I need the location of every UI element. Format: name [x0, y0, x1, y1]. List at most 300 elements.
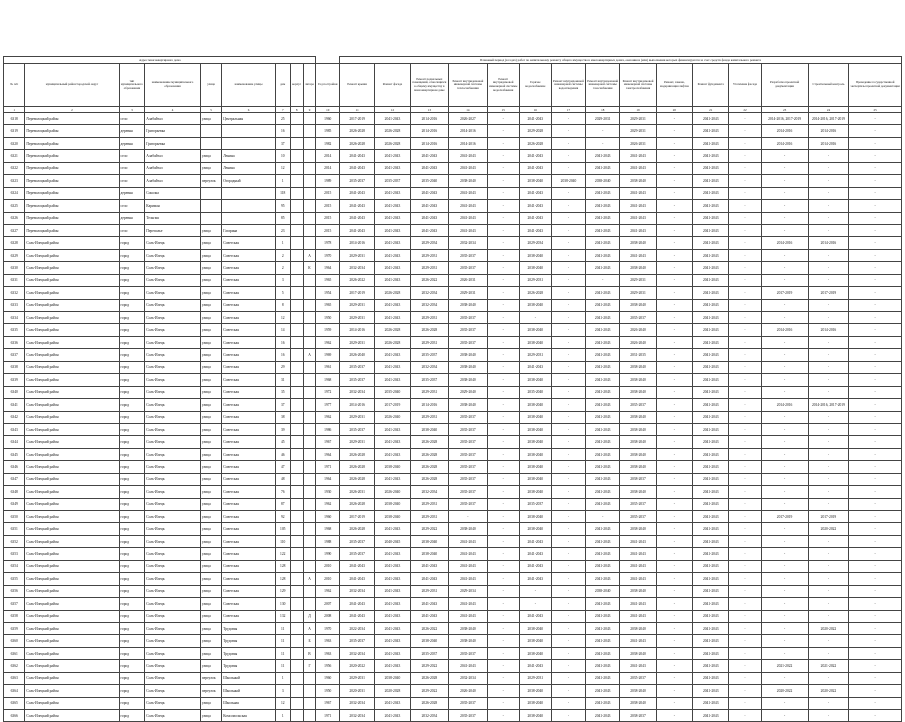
- table-cell: -: [808, 361, 849, 373]
- table-cell: 6350: [4, 511, 25, 523]
- table-row: [4, 162, 902, 174]
- table-cell: 2041-2043: [693, 162, 729, 174]
- table-row: [4, 610, 902, 622]
- table-cell: -: [729, 598, 761, 610]
- column-header: Ремонт внутридомовой инженерной системы газоснабжения: [586, 64, 620, 107]
- table-cell: Соль-Илецкий район: [25, 336, 119, 348]
- table-cell: 1950: [316, 312, 340, 324]
- table-cell: Соль-Илецк: [145, 585, 201, 597]
- table-cell: -: [761, 162, 808, 174]
- table-cell: 2038-2040: [519, 647, 551, 659]
- table-cell: 2035-2037: [340, 548, 375, 560]
- table-cell: 2029-2031: [410, 262, 449, 274]
- table-cell: город: [119, 423, 145, 435]
- table-cell: -: [656, 336, 692, 348]
- table-cell: Соль-Илецкий район: [25, 635, 119, 647]
- table-cell: город: [119, 461, 145, 473]
- table-cell: 2035-2037: [449, 249, 488, 261]
- table-cell: город: [119, 511, 145, 523]
- table-cell: улица: [200, 224, 221, 236]
- table-cell: город: [119, 697, 145, 709]
- table-row: [4, 585, 902, 597]
- table-row: [4, 647, 902, 659]
- table-cell: -: [656, 423, 692, 435]
- table-cell: Соль-Илецкий район: [25, 423, 119, 435]
- table-cell: -: [849, 573, 902, 585]
- table-cell: 2041-2043: [519, 224, 551, 236]
- table-cell: 2029-2022: [410, 660, 449, 672]
- table-cell: Советская: [222, 386, 276, 398]
- table-cell: 2041-2043: [693, 374, 729, 386]
- table-cell: -: [808, 224, 849, 236]
- table-cell: 2014-2016: [761, 237, 808, 249]
- table-cell: 1962: [316, 411, 340, 423]
- table-cell: 2: [275, 249, 290, 261]
- table-cell: Переволоцкий район: [25, 113, 119, 125]
- table-cell: 2038-2040: [519, 399, 551, 411]
- table-cell: Соль-Илецкий район: [25, 361, 119, 373]
- table-cell: Советская: [222, 610, 276, 622]
- table-cell: 2041-2043: [586, 200, 620, 212]
- table-cell: улица: [200, 162, 221, 174]
- column-header-row: [4, 64, 902, 107]
- column-number: 3: [119, 107, 145, 113]
- table-cell: [290, 237, 303, 249]
- table-cell: 1960: [316, 113, 340, 125]
- table-cell: -: [656, 548, 692, 560]
- table-cell: город: [119, 535, 145, 547]
- table-cell: [303, 697, 316, 709]
- table-cell: 2020-2022: [340, 660, 375, 672]
- table-cell: улица: [200, 324, 221, 336]
- table-cell: Советская: [222, 473, 276, 485]
- table-cell: Советская: [222, 511, 276, 523]
- table-cell: -: [656, 274, 692, 286]
- table-cell: -: [729, 175, 761, 187]
- table-cell: 2014-2016: [410, 125, 449, 137]
- register-table-container: [3, 56, 902, 722]
- table-cell: [303, 423, 316, 435]
- table-cell: 2029-2031: [620, 113, 656, 125]
- table-cell: [303, 287, 316, 299]
- table-cell: -: [656, 150, 692, 162]
- table-cell: 2041-2043: [340, 573, 375, 585]
- table-cell: [303, 523, 316, 535]
- table-cell: 95: [275, 200, 290, 212]
- table-cell: Советская: [222, 548, 276, 560]
- table-cell: 2038-2040: [620, 436, 656, 448]
- table-cell: 2038-2040: [410, 548, 449, 560]
- table-cell: -: [551, 386, 585, 398]
- table-cell: 1962: [316, 336, 340, 348]
- table-cell: -: [487, 473, 519, 485]
- table-cell: 2038-2040: [620, 585, 656, 597]
- table-cell: Алабайтал: [145, 113, 201, 125]
- table-cell: Советская: [222, 399, 276, 411]
- table-cell: Соль-Илецкий район: [25, 349, 119, 361]
- table-cell: Соль-Илецкий район: [25, 548, 119, 560]
- table-cell: 2041-2043: [519, 610, 551, 622]
- table-cell: Переволоцкий район: [25, 224, 119, 236]
- table-cell: -: [656, 647, 692, 659]
- table-cell: 2029-2031: [340, 411, 375, 423]
- table-cell: -: [849, 647, 902, 659]
- table-cell: Переволоцкий район: [25, 187, 119, 199]
- table-cell: [290, 436, 303, 448]
- table-cell: -: [487, 200, 519, 212]
- table-cell: 2038-2040: [519, 423, 551, 435]
- table-cell: 2041-2043: [410, 573, 449, 585]
- table-cell: 3: [275, 274, 290, 286]
- table-cell: 2026-2028: [410, 461, 449, 473]
- table-cell: Соль-Илецк: [145, 411, 201, 423]
- table-cell: 1972: [316, 386, 340, 398]
- table-cell: -: [656, 598, 692, 610]
- table-row: [4, 175, 902, 187]
- table-cell: 2029-2031: [519, 349, 551, 361]
- table-cell: 2041-2043: [375, 523, 410, 535]
- table-cell: [303, 486, 316, 498]
- table-cell: 2041-2043: [693, 523, 729, 535]
- table-cell: 2029-2031: [410, 336, 449, 348]
- table-cell: улица: [200, 473, 221, 485]
- table-cell: -: [551, 224, 585, 236]
- table-cell: 2031-2035: [620, 349, 656, 361]
- table-cell: 2041-2043: [586, 224, 620, 236]
- table-row: [4, 349, 902, 361]
- table-cell: 2041-2043: [586, 262, 620, 274]
- table-row: [4, 511, 902, 523]
- table-cell: -: [808, 299, 849, 311]
- table-cell: -: [761, 312, 808, 324]
- table-cell: 2041-2043: [693, 622, 729, 634]
- table-cell: 2041-2043: [693, 498, 729, 510]
- table-cell: -: [487, 374, 519, 386]
- table-cell: -: [849, 200, 902, 212]
- table-cell: -: [808, 436, 849, 448]
- table-cell: 2041-2043: [693, 436, 729, 448]
- table-cell: 2029-2031: [340, 672, 375, 684]
- table-cell: 6353: [4, 548, 25, 560]
- table-cell: 12: [275, 697, 290, 709]
- table-cell: 2038-2040: [449, 635, 488, 647]
- table-cell: 2026-2031: [620, 137, 656, 149]
- table-cell: 2041-2043: [410, 598, 449, 610]
- table-cell: -: [656, 535, 692, 547]
- table-cell: -: [656, 224, 692, 236]
- table-cell: -: [656, 610, 692, 622]
- table-cell: 2041-2043: [375, 448, 410, 460]
- table-cell: 6318: [4, 113, 25, 125]
- table-cell: 2041-2043: [519, 361, 551, 373]
- table-cell: деревня: [119, 187, 145, 199]
- table-row: [4, 523, 902, 535]
- table-cell: 1971: [316, 461, 340, 473]
- table-cell: Соль-Илецкий район: [25, 448, 119, 460]
- table-cell: -: [761, 262, 808, 274]
- table-cell: -: [487, 187, 519, 199]
- table-cell: Соль-Илецк: [145, 573, 201, 585]
- table-cell: 6366: [4, 710, 25, 722]
- table-cell: -: [849, 461, 902, 473]
- table-cell: 2041-2043: [586, 399, 620, 411]
- table-cell: [290, 573, 303, 585]
- table-cell: Трудовая: [222, 647, 276, 659]
- table-cell: -: [551, 125, 585, 137]
- table-cell: -: [849, 137, 902, 149]
- table-cell: -: [808, 336, 849, 348]
- table-cell: -: [761, 598, 808, 610]
- table-row: [4, 399, 902, 411]
- table-row: [4, 249, 902, 261]
- table-cell: город: [119, 448, 145, 460]
- table-cell: 11: [275, 635, 290, 647]
- table-cell: [290, 423, 303, 435]
- table-cell: Соколка: [145, 187, 201, 199]
- table-row: [4, 274, 902, 286]
- table-cell: 2041-2043: [375, 349, 410, 361]
- table-cell: 2041-2043: [519, 162, 551, 174]
- table-cell: -: [729, 423, 761, 435]
- table-cell: 11: [275, 647, 290, 659]
- table-row: [4, 535, 902, 547]
- column-number: 18: [586, 107, 620, 113]
- table-cell: -: [761, 274, 808, 286]
- table-cell: -: [849, 685, 902, 697]
- table-cell: 2026-2028: [340, 448, 375, 460]
- table-cell: -: [656, 299, 692, 311]
- table-cell: 2041-2043: [693, 685, 729, 697]
- table-cell: [303, 324, 316, 336]
- column-number: 23: [761, 107, 808, 113]
- table-cell: -: [656, 137, 692, 149]
- table-cell: -: [487, 585, 519, 597]
- table-cell: 2038-2040: [449, 361, 488, 373]
- table-cell: 1968: [316, 523, 340, 535]
- table-cell: улица: [200, 336, 221, 348]
- table-cell: улица: [200, 622, 221, 634]
- table-cell: Соль-Илецк: [145, 672, 201, 684]
- table-cell: [290, 336, 303, 348]
- table-cell: -: [761, 448, 808, 460]
- table-cell: 2041-2043: [586, 498, 620, 510]
- table-cell: 2041-2043: [620, 535, 656, 547]
- table-cell: -: [761, 635, 808, 647]
- table-cell: 122: [275, 548, 290, 560]
- table-cell: 1965: [316, 274, 340, 286]
- table-cell: -: [729, 548, 761, 560]
- column-header: дом: [275, 64, 290, 107]
- table-cell: -: [729, 162, 761, 174]
- table-cell: 2041-2043: [586, 710, 620, 722]
- table-cell: 2041-2043: [586, 423, 620, 435]
- table-cell: 2035-2037: [449, 448, 488, 460]
- table-cell: 11: [275, 622, 290, 634]
- table-cell: -: [487, 262, 519, 274]
- table-cell: -: [487, 224, 519, 236]
- table-cell: 2041-2043: [693, 448, 729, 460]
- table-cell: -: [849, 423, 902, 435]
- table-cell: -: [849, 498, 902, 510]
- table-cell: деревня: [119, 125, 145, 137]
- table-cell: Соль-Илецкий район: [25, 249, 119, 261]
- table-cell: 16: [275, 349, 290, 361]
- table-cell: Соль-Илецк: [145, 697, 201, 709]
- table-cell: -: [729, 212, 761, 224]
- table-cell: 2038-2040: [620, 622, 656, 634]
- table-cell: 37: [275, 137, 290, 149]
- table-cell: Соль-Илецкий район: [25, 672, 119, 684]
- table-cell: -: [656, 622, 692, 634]
- table-cell: Г: [303, 660, 316, 672]
- table-cell: -: [487, 162, 519, 174]
- table-cell: Соль-Илецк: [145, 647, 201, 659]
- table-cell: 2026-2040: [620, 336, 656, 348]
- table-cell: 2038-2040: [620, 374, 656, 386]
- table-cell: Трудовая: [222, 660, 276, 672]
- table-cell: [303, 150, 316, 162]
- table-cell: улица: [200, 349, 221, 361]
- table-cell: 2041-2043: [693, 274, 729, 286]
- table-cell: К: [303, 262, 316, 274]
- table-cell: 2035-2037: [449, 486, 488, 498]
- table-cell: Советская: [222, 262, 276, 274]
- table-cell: 2041-2043: [375, 598, 410, 610]
- table-cell: -: [656, 498, 692, 510]
- table-cell: -: [761, 336, 808, 348]
- column-number: 12: [375, 107, 410, 113]
- table-cell: 2032-2034: [449, 237, 488, 249]
- table-cell: Советская: [222, 560, 276, 572]
- table-cell: 1989: [316, 175, 340, 187]
- table-cell: Соль-Илецкий район: [25, 436, 119, 448]
- table-cell: 2035-2037: [340, 175, 375, 187]
- table-cell: 2032-2034: [340, 647, 375, 659]
- table-cell: 2026-2028: [375, 336, 410, 348]
- table-cell: 6344: [4, 436, 25, 448]
- table-cell: 2017-2019: [375, 399, 410, 411]
- table-cell: -: [761, 386, 808, 398]
- table-cell: 2014-2016: [808, 137, 849, 149]
- table-cell: 6337: [4, 349, 25, 361]
- table-cell: -: [487, 150, 519, 162]
- table-cell: улица: [200, 498, 221, 510]
- table-cell: Соль-Илецк: [145, 299, 201, 311]
- table-cell: 2041-2043: [586, 523, 620, 535]
- table-cell: 38: [275, 411, 290, 423]
- table-cell: 2038-2040: [519, 336, 551, 348]
- table-cell: 39: [275, 423, 290, 435]
- table-cell: -: [761, 498, 808, 510]
- table-cell: 1990: [316, 548, 340, 560]
- table-cell: -: [656, 685, 692, 697]
- table-cell: 2041-2043: [340, 598, 375, 610]
- table-cell: -: [551, 411, 585, 423]
- table-cell: Соль-Илецк: [145, 361, 201, 373]
- table-cell: улица: [200, 635, 221, 647]
- table-cell: -: [487, 610, 519, 622]
- table-cell: -: [551, 287, 585, 299]
- table-cell: -: [849, 113, 902, 125]
- column-header: Ремонт фасада: [375, 64, 410, 107]
- table-body: [4, 113, 902, 722]
- table-cell: город: [119, 523, 145, 535]
- table-cell: Соль-Илецк: [145, 498, 201, 510]
- table-cell: 2026-2028: [410, 473, 449, 485]
- table-cell: -: [849, 162, 902, 174]
- table-cell: 2032-2034: [449, 672, 488, 684]
- table-row: [4, 361, 902, 373]
- table-cell: Д: [303, 610, 316, 622]
- table-cell: -: [849, 486, 902, 498]
- table-cell: -: [849, 349, 902, 361]
- table-cell: улица: [200, 274, 221, 286]
- table-cell: 2041-2043: [410, 162, 449, 174]
- table-cell: 2017-2019: [340, 511, 375, 523]
- table-cell: 2032-2034: [340, 386, 375, 398]
- table-cell: 2041-2043: [375, 162, 410, 174]
- table-cell: -: [551, 622, 585, 634]
- table-cell: -: [849, 610, 902, 622]
- table-cell: город: [119, 560, 145, 572]
- table-cell: 2026-2027: [449, 113, 488, 125]
- table-cell: -: [656, 672, 692, 684]
- table-cell: 25: [275, 113, 290, 125]
- table-cell: 2026-2040: [375, 411, 410, 423]
- table-cell: 2041-2043: [410, 560, 449, 572]
- table-cell: Ленина: [222, 150, 276, 162]
- table-cell: Соль-Илецкий район: [25, 498, 119, 510]
- table-cell: 2026-2028: [375, 287, 410, 299]
- table-cell: -: [551, 324, 585, 336]
- table-cell: 2041-2043: [340, 200, 375, 212]
- column-header: Ремонт внутридомовой инженерной системы водоотведения: [551, 64, 585, 107]
- table-cell: улица: [200, 660, 221, 672]
- table-cell: [290, 548, 303, 560]
- table-cell: 2041-2043: [693, 287, 729, 299]
- table-cell: 128: [275, 573, 290, 585]
- table-cell: 2041-2043: [340, 187, 375, 199]
- table-cell: 12: [275, 162, 290, 174]
- table-cell: -: [656, 486, 692, 498]
- table-cell: 2041-2043: [693, 710, 729, 722]
- table-cell: -: [808, 598, 849, 610]
- table-cell: Советская: [222, 573, 276, 585]
- table-cell: 2014-2016: [761, 324, 808, 336]
- table-cell: [290, 523, 303, 535]
- table-cell: город: [119, 249, 145, 261]
- table-cell: Соль-Илецк: [145, 423, 201, 435]
- table-cell: -: [656, 113, 692, 125]
- table-cell: Советская: [222, 523, 276, 535]
- table-cell: Соль-Илецкий район: [25, 598, 119, 610]
- table-cell: -: [849, 262, 902, 274]
- table-cell: 6334: [4, 312, 25, 324]
- table-cell: 2041-2043: [449, 150, 488, 162]
- table-cell: 2041-2043: [519, 560, 551, 572]
- table-cell: -: [551, 249, 585, 261]
- table-cell: 2041-2043: [586, 660, 620, 672]
- table-cell: -: [656, 635, 692, 647]
- table-cell: 2035-2037: [620, 511, 656, 523]
- table-cell: 6323: [4, 175, 25, 187]
- table-cell: 2035-2040: [410, 175, 449, 187]
- table-cell: [303, 299, 316, 311]
- table-cell: -: [551, 548, 585, 560]
- table-cell: 2038-2040: [620, 361, 656, 373]
- table-cell: 2010: [316, 560, 340, 572]
- table-cell: 2041-2043: [375, 200, 410, 212]
